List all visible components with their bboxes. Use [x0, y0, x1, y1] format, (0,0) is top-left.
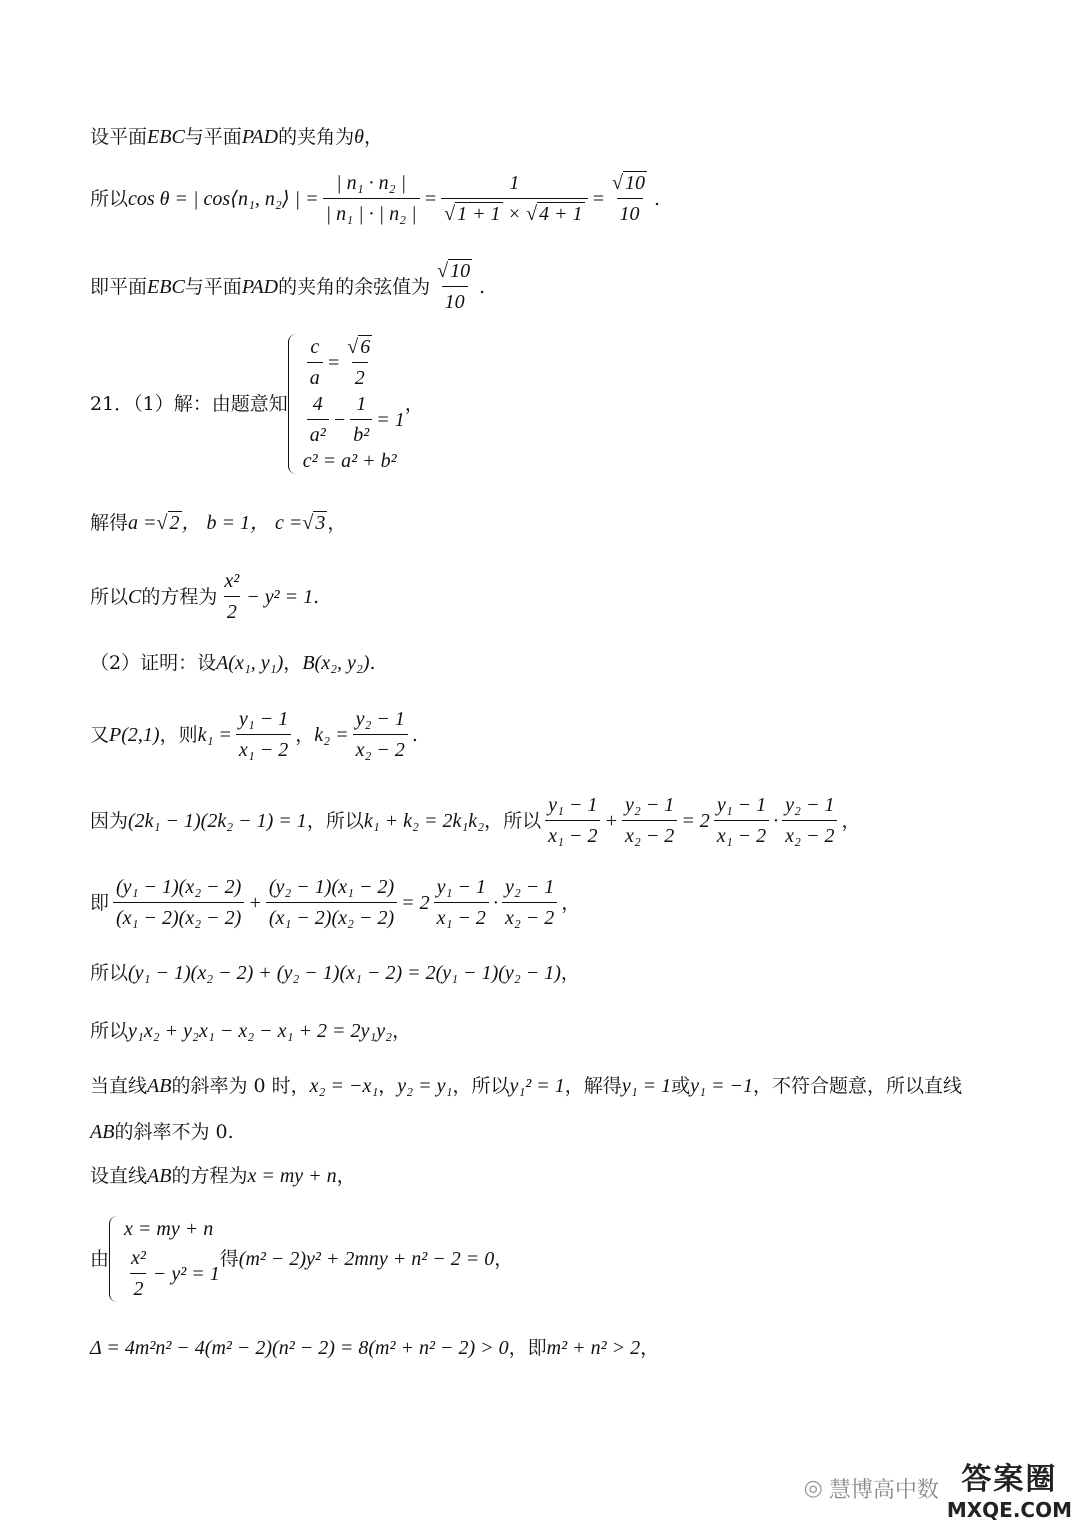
fraction [128, 1245, 149, 1302]
equation-system [109, 1216, 220, 1302]
text: 的夹角为 [278, 126, 355, 148]
math: k₁ = [197, 723, 232, 746]
system-row-1 [124, 1216, 220, 1242]
watermark-brand: 慧博高中数 [828, 1476, 939, 1502]
math: y₁x₂ + y₂x₁ − x₂ − x₁ + 2 = 2y₁y₂ [128, 1020, 393, 1042]
line-16 [90, 1216, 513, 1302]
math-ebc: EBC [147, 275, 185, 298]
denominator: x₁ − 2 [714, 820, 769, 849]
denominator: a² [307, 419, 329, 448]
punct: ， [283, 652, 303, 674]
denominator: 2 [224, 596, 240, 625]
fraction [350, 391, 372, 448]
numerator: y₂ − 1 [785, 794, 835, 816]
plus: + [248, 891, 262, 914]
watermark-logo-text: 答案圈 [961, 1462, 1058, 1497]
line-1 [90, 124, 383, 150]
punct: ， [640, 1337, 660, 1359]
text: ， [363, 126, 383, 148]
line-2 [90, 170, 660, 227]
line-4 [90, 334, 424, 474]
text: 设直线 [90, 1165, 148, 1187]
numerator: √ 6 [347, 336, 371, 358]
fraction [221, 568, 242, 625]
text: ，所以 [306, 809, 364, 832]
text: 与平面 [184, 275, 242, 298]
radicand: 6 [360, 336, 371, 358]
radicand: 3 [315, 512, 326, 534]
denominator: (x₁ − 2)(x₂ − 2) [266, 902, 397, 931]
math-ab: AB [147, 1075, 172, 1097]
line-12 [90, 1018, 411, 1044]
punct: ， [327, 512, 347, 534]
fraction [714, 792, 769, 849]
math: k₂ = [314, 723, 349, 746]
punct: ， [561, 891, 581, 914]
text: 得 [219, 1248, 239, 1270]
fraction [307, 391, 329, 448]
fraction [323, 170, 420, 227]
denominator: x₂ − 2 [622, 820, 677, 849]
math: − y² = 1 [246, 585, 314, 608]
math: (2k₁ − 1)(2k₂ − 1) = 1 [128, 809, 307, 832]
fraction [266, 874, 397, 931]
math: m² + n² > 2 [546, 1337, 641, 1359]
equation: x = my + n [124, 1218, 214, 1240]
text: 设平面 [90, 126, 148, 148]
punct: ， [494, 1248, 514, 1270]
system-rows [303, 334, 405, 474]
radicand: 10 [625, 172, 646, 194]
math: P(2,1) [109, 723, 160, 746]
numerator: y₁ − 1 [548, 794, 598, 816]
numerator: y₁ − 1 [436, 876, 486, 898]
math: (m² − 2)y² + 2mny + n² − 2 = 0 [238, 1248, 495, 1270]
denominator: 2 [352, 362, 368, 391]
denominator: x₂ − 2 [782, 820, 837, 849]
equals-one: = 1 [376, 408, 405, 431]
fraction [113, 874, 244, 931]
minus: − [332, 408, 347, 431]
system-row-1 [303, 334, 405, 391]
text: ，解得 [564, 1075, 622, 1097]
text: 即平面 [90, 275, 148, 298]
text: 所以 [90, 187, 129, 210]
equation: c² = a² + b² [302, 450, 397, 472]
watermark-site: MXQE.COM [946, 1498, 1072, 1522]
line-9 [90, 792, 860, 849]
text: 的斜率不为 0. [114, 1121, 234, 1143]
dot: · [492, 891, 498, 914]
line-10 [90, 874, 580, 931]
punct: ， [336, 1165, 356, 1187]
math-theta: θ [354, 126, 364, 148]
math: ， b = 1， c = [181, 512, 303, 534]
numerator: y₂ − 1 [355, 708, 405, 730]
text: 21．（1）解：由题意知 [90, 393, 288, 415]
punct: . [369, 652, 376, 674]
math: Δ = 4m²n² − 4(m² − 2)(n² − 2) = 8(m² + n² − 2) > 0 [90, 1337, 509, 1359]
numerator: (y₂ − 1)(x₁ − 2) [268, 876, 395, 898]
radicand: 1 + 1 [457, 203, 501, 225]
numerator: (y₁ − 1)(x₂ − 2) [116, 876, 242, 898]
numerator: y₁ − 1 [716, 794, 767, 816]
math-pad: PAD [241, 275, 279, 298]
numerator: x² [131, 1247, 146, 1269]
numerator: y₂ − 1 [504, 876, 555, 898]
math: y₁ = 1 [621, 1075, 672, 1097]
math-c: C [128, 585, 142, 608]
math: A(x₁, y₁) [216, 652, 284, 674]
text: ，所以 [452, 1075, 510, 1097]
text: 所以 [90, 585, 129, 608]
text: 或 [671, 1075, 691, 1097]
text: 由 [90, 1248, 110, 1270]
brace [109, 1216, 120, 1302]
punct: . [654, 187, 661, 210]
text: （2）证明：设 [90, 652, 217, 674]
math-ab: AB [90, 1121, 115, 1143]
text: 与平面 [184, 126, 242, 148]
fraction [344, 334, 375, 391]
denominator: x₁ − 2 [545, 820, 600, 849]
line-3 [90, 258, 485, 315]
text: 的夹角的余弦值为 [278, 275, 431, 298]
punct: ， [841, 809, 861, 832]
text: ，即 [508, 1337, 547, 1359]
numerator: x² [224, 570, 240, 592]
equals: = 2 [681, 809, 710, 832]
watermark-logo [947, 1454, 1072, 1522]
numerator: y₁ − 1 [238, 708, 289, 730]
fraction [353, 706, 408, 763]
brace [288, 334, 299, 474]
math-ebc: EBC [147, 126, 185, 148]
text: 解得 [90, 512, 129, 534]
punct: ， [404, 393, 424, 415]
fraction [434, 874, 489, 931]
math-cos: cos θ = | cos⟨n₁, n₂⟩ | = [128, 187, 319, 210]
fraction [434, 258, 475, 315]
times: × [507, 203, 522, 225]
math: x = my + n [247, 1165, 337, 1187]
line-17 [90, 1335, 659, 1361]
denominator: b² [350, 419, 372, 448]
denominator: x₁ − 2 [236, 734, 291, 763]
numerator: y₂ − 1 [624, 794, 675, 816]
text: ，则 [159, 723, 198, 746]
system-row-2 [303, 391, 405, 448]
fraction [622, 792, 677, 849]
radicand: 2 [169, 512, 180, 534]
numerator: 1 [356, 393, 367, 415]
denominator: a [307, 362, 323, 391]
line-11 [90, 960, 580, 986]
text: 即 [90, 891, 110, 914]
punct: . [411, 723, 418, 746]
denominator: | n₁ | · | n₂ | [323, 198, 420, 227]
math: x₂ = −x₁ [309, 1075, 379, 1097]
equals: = [326, 351, 341, 374]
math: B(x₂, y₂) [302, 652, 370, 674]
radicand: 10 [450, 260, 471, 282]
wechat-icon: ◎ [803, 1475, 823, 1501]
line-5: 解得 a = √ 2 ， b = 1， c = √ 3 ， [90, 512, 347, 534]
math: y₂ = y₁ [397, 1075, 453, 1097]
punct: . [479, 275, 486, 298]
text: ，所以 [484, 809, 542, 832]
equation: − y² = 1 [152, 1262, 220, 1285]
line-7 [90, 650, 376, 676]
numerator: √ 10 [612, 172, 646, 194]
text: 的斜率为 0 时， [171, 1075, 310, 1097]
punct: ， [378, 1075, 398, 1097]
fraction [441, 170, 587, 227]
equals: = 2 [401, 891, 430, 914]
text: 当直线 [90, 1075, 148, 1097]
math: y₁² = 1 [509, 1075, 565, 1097]
fraction [782, 792, 837, 849]
punct: ， [392, 1020, 412, 1042]
equals: = [423, 187, 438, 210]
math: a = [128, 512, 157, 534]
text: 所以 [90, 962, 129, 984]
punct: . [313, 585, 320, 608]
line-14 [90, 1119, 234, 1145]
fraction [502, 874, 557, 931]
numerator: 1 [509, 172, 520, 194]
watermark [752, 1453, 1072, 1523]
equals: = [591, 187, 606, 210]
line-8 [90, 706, 418, 763]
denominator: x₂ − 2 [502, 902, 557, 931]
denominator: x₂ − 2 [353, 734, 408, 763]
radicand: 4 + 1 [539, 203, 583, 225]
text: 又 [90, 723, 110, 746]
fraction [307, 334, 323, 391]
denominator: x₁ − 2 [434, 902, 489, 931]
line-15 [90, 1163, 356, 1189]
numerator: c [310, 336, 320, 358]
line-6 [90, 568, 319, 625]
math: (y₁ − 1)(x₂ − 2) + (y₂ − 1)(x₁ − 2) = 2(y₁ − 1)(y₂ − 1) [128, 962, 561, 984]
math: y₁ = −1 [690, 1075, 753, 1097]
math-pad: PAD [241, 126, 279, 148]
text: 的方程为 [141, 585, 218, 608]
denominator: (x₁ − 2)(x₂ − 2) [113, 902, 244, 931]
denominator: 2 [130, 1273, 146, 1302]
fraction [545, 792, 600, 849]
line-13 [90, 1073, 962, 1099]
denominator: 10 [617, 198, 643, 227]
numerator: 4 [312, 393, 323, 415]
fraction [236, 706, 291, 763]
text: 的方程为 [171, 1165, 248, 1187]
math-ab: AB [147, 1165, 172, 1187]
numerator: √ 10 [437, 260, 471, 282]
numerator: | n₁ · n₂ | [336, 172, 407, 194]
plus: + [604, 809, 618, 832]
denominator: 10 [442, 286, 468, 315]
denominator: √ 1 + 1 × √ 4 + 1 [441, 198, 587, 227]
text: 所以 [90, 1020, 129, 1042]
punct: ， [560, 962, 580, 984]
system-rows [124, 1216, 220, 1302]
system-row-2 [124, 1245, 220, 1302]
dot: · [773, 809, 779, 832]
math: k₁ + k₂ = 2k₁k₂ [363, 809, 485, 832]
punct: ， [295, 723, 315, 746]
system-row-3 [303, 448, 405, 474]
fraction [609, 170, 650, 227]
text: ，不符合题意，所以直线 [752, 1075, 962, 1097]
text: 因为 [90, 809, 129, 832]
equation-system [288, 334, 405, 474]
